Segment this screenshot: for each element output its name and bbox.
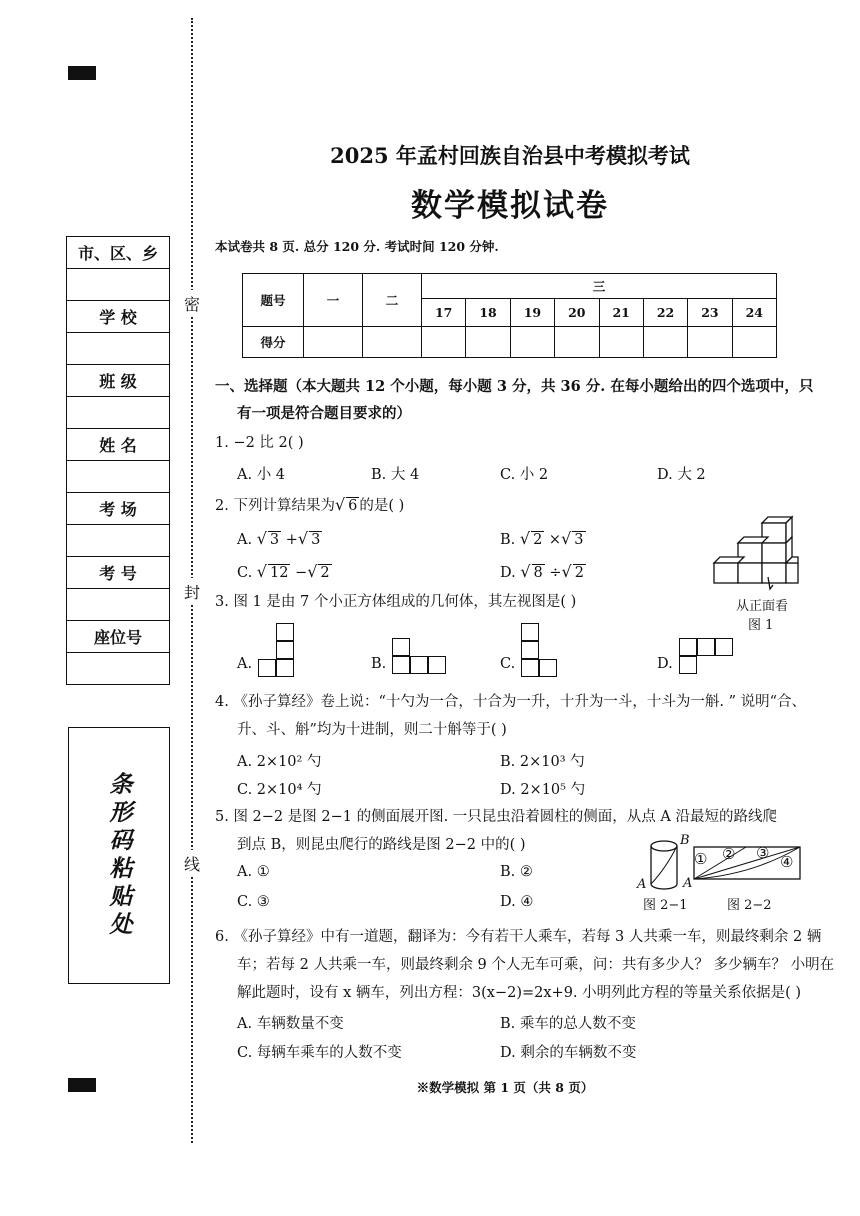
field-label-class: 班 级 — [67, 365, 170, 397]
option-label: D. — [500, 565, 516, 581]
question-1-option-d[interactable]: D. 大 2 — [657, 467, 706, 483]
score-row-label-score: 得分 — [243, 327, 304, 358]
question-4-option-c[interactable]: C. 2×10⁴ 勺 — [237, 782, 322, 798]
registration-mark-top — [68, 66, 96, 80]
question-4-stem-line1: 4. 《孙子算经》卷上说：“十勺为一合，十合为一升，十升为一斗，十斗为一斛. ” 说明“合、 — [215, 694, 807, 710]
question-3-option-b-label: B. — [371, 656, 387, 672]
score-cell[interactable] — [510, 327, 554, 358]
question-5-option-a[interactable]: A. ① — [237, 864, 270, 880]
radicand: 3 — [269, 532, 280, 548]
figure-2-2-point-a: A — [683, 876, 693, 891]
operator: + — [285, 532, 298, 548]
score-subcol: 22 — [643, 299, 687, 327]
question-2-option-b[interactable]: B. √ 2 ×√ 3 — [500, 529, 584, 548]
seal-mi: 密 — [184, 290, 200, 317]
score-cell[interactable] — [555, 327, 599, 358]
seal-feng: 封 — [184, 578, 200, 605]
question-4-option-b[interactable]: B. 2×10³ 勺 — [500, 754, 585, 770]
view-square — [697, 638, 715, 656]
radicand: 3 — [311, 532, 321, 548]
field-label-exam-number: 考 号 — [67, 557, 170, 589]
figure-2-1-caption: 图 2−1 — [643, 898, 688, 913]
barcode-area — [68, 727, 170, 984]
score-subcol: 24 — [732, 299, 776, 327]
exam-note: 本试卷共 8 页. 总分 120 分. 考试时间 120 分钟. — [215, 239, 499, 254]
radicand: 8 — [533, 565, 543, 581]
score-cell[interactable] — [422, 327, 466, 358]
view-square — [539, 659, 557, 677]
score-subcol: 17 — [422, 299, 466, 327]
question-6-option-a[interactable]: A. 车辆数量不变 — [237, 1016, 344, 1032]
field-label-school: 学 校 — [67, 301, 170, 333]
option-label: A. — [237, 532, 253, 548]
field-label-district: 市、区、乡 — [67, 237, 170, 269]
score-row-label-number: 题号 — [243, 274, 304, 327]
score-col-one: 一 — [304, 274, 363, 327]
figure-2-1-point-a: A — [637, 877, 647, 892]
score-subcol: 18 — [466, 299, 510, 327]
view-square — [521, 659, 539, 677]
view-square — [258, 659, 276, 677]
field-label-seat: 座位号 — [67, 621, 170, 653]
field-input-exam-room[interactable] — [67, 525, 170, 557]
view-square — [392, 638, 410, 656]
operator: ÷ — [549, 565, 562, 581]
question-6-stem-line3: 解此题时，设有 x 辆车，列出方程：3(x−2)=2x+9. 小明列此方程的等量关系依据是( ) — [237, 985, 802, 1001]
question-4-stem-line2: 升、斗、斛”均为十进制，则二十斛等于( ) — [237, 722, 507, 738]
score-cell[interactable] — [363, 327, 422, 358]
question-3-option-a-label: A. — [237, 656, 253, 672]
question-6-stem-line2: 车；若每 2 人共乘一车，则最终剩余 9 个人无车可乘，问：共有多少人？ 多少辆车？ 小明在 — [237, 957, 835, 973]
operator: × — [548, 532, 562, 548]
question-2-stem: 2. 下列计算结果为√ 6 的是( ) — [215, 495, 405, 514]
exam-title: 2025 年孟村回族自治县中考模拟考试 — [330, 143, 690, 168]
score-table — [242, 273, 777, 358]
view-square — [276, 641, 294, 659]
question-6-option-c[interactable]: C. 每辆车乘车的人数不变 — [237, 1045, 402, 1061]
field-input-seat[interactable] — [67, 653, 170, 685]
score-subcol: 20 — [555, 299, 599, 327]
score-subcol: 21 — [599, 299, 643, 327]
field-input-name[interactable] — [67, 461, 170, 493]
score-cell[interactable] — [304, 327, 363, 358]
score-cell[interactable] — [466, 327, 510, 358]
option-label: B. — [500, 532, 516, 548]
score-col-two: 二 — [363, 274, 422, 327]
question-2-option-d[interactable]: D. √ 8 ÷√ 2 — [500, 562, 584, 581]
option-label: C. — [237, 565, 253, 581]
question-3-stem: 3. 图 1 是由 7 个小正方体组成的几何体，其左视图是( ) — [215, 594, 577, 610]
question-1-option-a[interactable]: A. 小 4 — [237, 467, 286, 483]
question-2-stem-suffix: 的是( ) — [359, 498, 405, 514]
radicand: 3 — [574, 532, 584, 548]
seal-xian: 线 — [184, 850, 200, 877]
radicand: 2 — [533, 532, 543, 548]
question-3-option-c-label: C. — [500, 656, 516, 672]
path-mark-1: ① — [694, 850, 708, 868]
section-heading-line1: 一、选择题（本大题共 12 个小题，每小题 3 分，共 36 分. 在每小题给出的四个选项中，只 — [215, 378, 814, 395]
view-square — [521, 641, 539, 659]
radicand: 12 — [270, 565, 289, 581]
field-label-name: 姓 名 — [67, 429, 170, 461]
view-square — [521, 623, 539, 641]
view-square — [276, 659, 294, 677]
score-cell[interactable] — [643, 327, 687, 358]
question-4-option-a[interactable]: A. 2×10² 勺 — [237, 754, 322, 770]
paper-title: 数学模拟试卷 — [411, 188, 609, 224]
view-square — [392, 656, 410, 674]
field-label-exam-room: 考 场 — [67, 493, 170, 525]
figure-1-caption-view: 从正面看 — [736, 599, 789, 614]
question-2-option-c[interactable]: C. √ 12 −√ 2 — [237, 562, 330, 581]
question-4-option-d[interactable]: D. 2×10⁵ 勺 — [500, 782, 586, 798]
figure-2-2-caption: 图 2−2 — [727, 898, 772, 913]
score-subcol: 23 — [688, 299, 732, 327]
question-5-option-d[interactable]: D. ④ — [500, 894, 534, 910]
question-1-option-b[interactable]: B. 大 4 — [371, 467, 420, 483]
student-info-table — [66, 236, 170, 685]
question-5-option-c[interactable]: C. ③ — [237, 894, 270, 910]
view-square — [715, 638, 733, 656]
question-2-option-a[interactable]: A. √ 3 +√ 3 — [237, 529, 321, 548]
field-input-exam-number[interactable] — [67, 589, 170, 621]
question-6-option-d[interactable]: D. 剩余的车辆数不变 — [500, 1045, 637, 1061]
question-6-option-b[interactable]: B. 乘车的总人数不变 — [500, 1016, 636, 1032]
score-cell[interactable] — [732, 327, 776, 358]
field-input-district[interactable] — [67, 269, 170, 301]
field-input-school[interactable] — [67, 333, 170, 365]
question-3-option-d-label: D. — [657, 656, 673, 672]
radicand: 2 — [320, 565, 330, 581]
question-5-option-b[interactable]: B. ② — [500, 864, 533, 880]
figure-2-1-point-b: B — [680, 833, 690, 848]
score-cell[interactable] — [688, 327, 732, 358]
score-col-three: 三 — [422, 274, 777, 299]
path-mark-4: ④ — [780, 853, 794, 871]
view-square — [428, 656, 446, 674]
score-subcol: 19 — [510, 299, 554, 327]
question-2-stem-radicand: 6 — [348, 498, 358, 514]
score-cell[interactable] — [599, 327, 643, 358]
operator: − — [295, 565, 308, 581]
page-footer: ※数学模拟 第 1 页（共 8 页） — [416, 1080, 594, 1095]
figure-1-caption: 图 1 — [748, 618, 774, 633]
path-mark-3: ③ — [756, 844, 770, 862]
view-square — [679, 638, 697, 656]
barcode-label: 条形码粘贴处 — [105, 771, 133, 940]
field-input-class[interactable] — [67, 397, 170, 429]
question-6-stem-line1: 6. 《孙子算经》中有一道题，翻译为：今有若干人乘车，若每 3 人共乘一车，则最终剩余 2 辆 — [215, 929, 822, 945]
path-mark-2: ② — [722, 845, 736, 863]
view-square — [276, 623, 294, 641]
section-heading-line2: 有一项是符合题目要求的） — [237, 405, 411, 422]
question-5-stem-line1: 5. 图 2−2 是图 2−1 的侧面展开图. 一只昆虫沿着圆柱的侧面，从点 A 沿最短的路线爬 — [215, 809, 777, 825]
question-2-stem-prefix: 2. 下列计算结果为 — [215, 498, 335, 514]
radicand: 2 — [574, 565, 584, 581]
question-5-stem-line2: 到点 B，则昆虫爬行的路线是图 2−2 中的( ) — [237, 837, 526, 853]
question-1-stem: 1. −2 比 2( ) — [215, 435, 304, 451]
figure-1-cubes — [712, 515, 804, 595]
view-square — [410, 656, 428, 674]
view-square — [679, 656, 697, 674]
question-1-option-c[interactable]: C. 小 2 — [500, 467, 549, 483]
